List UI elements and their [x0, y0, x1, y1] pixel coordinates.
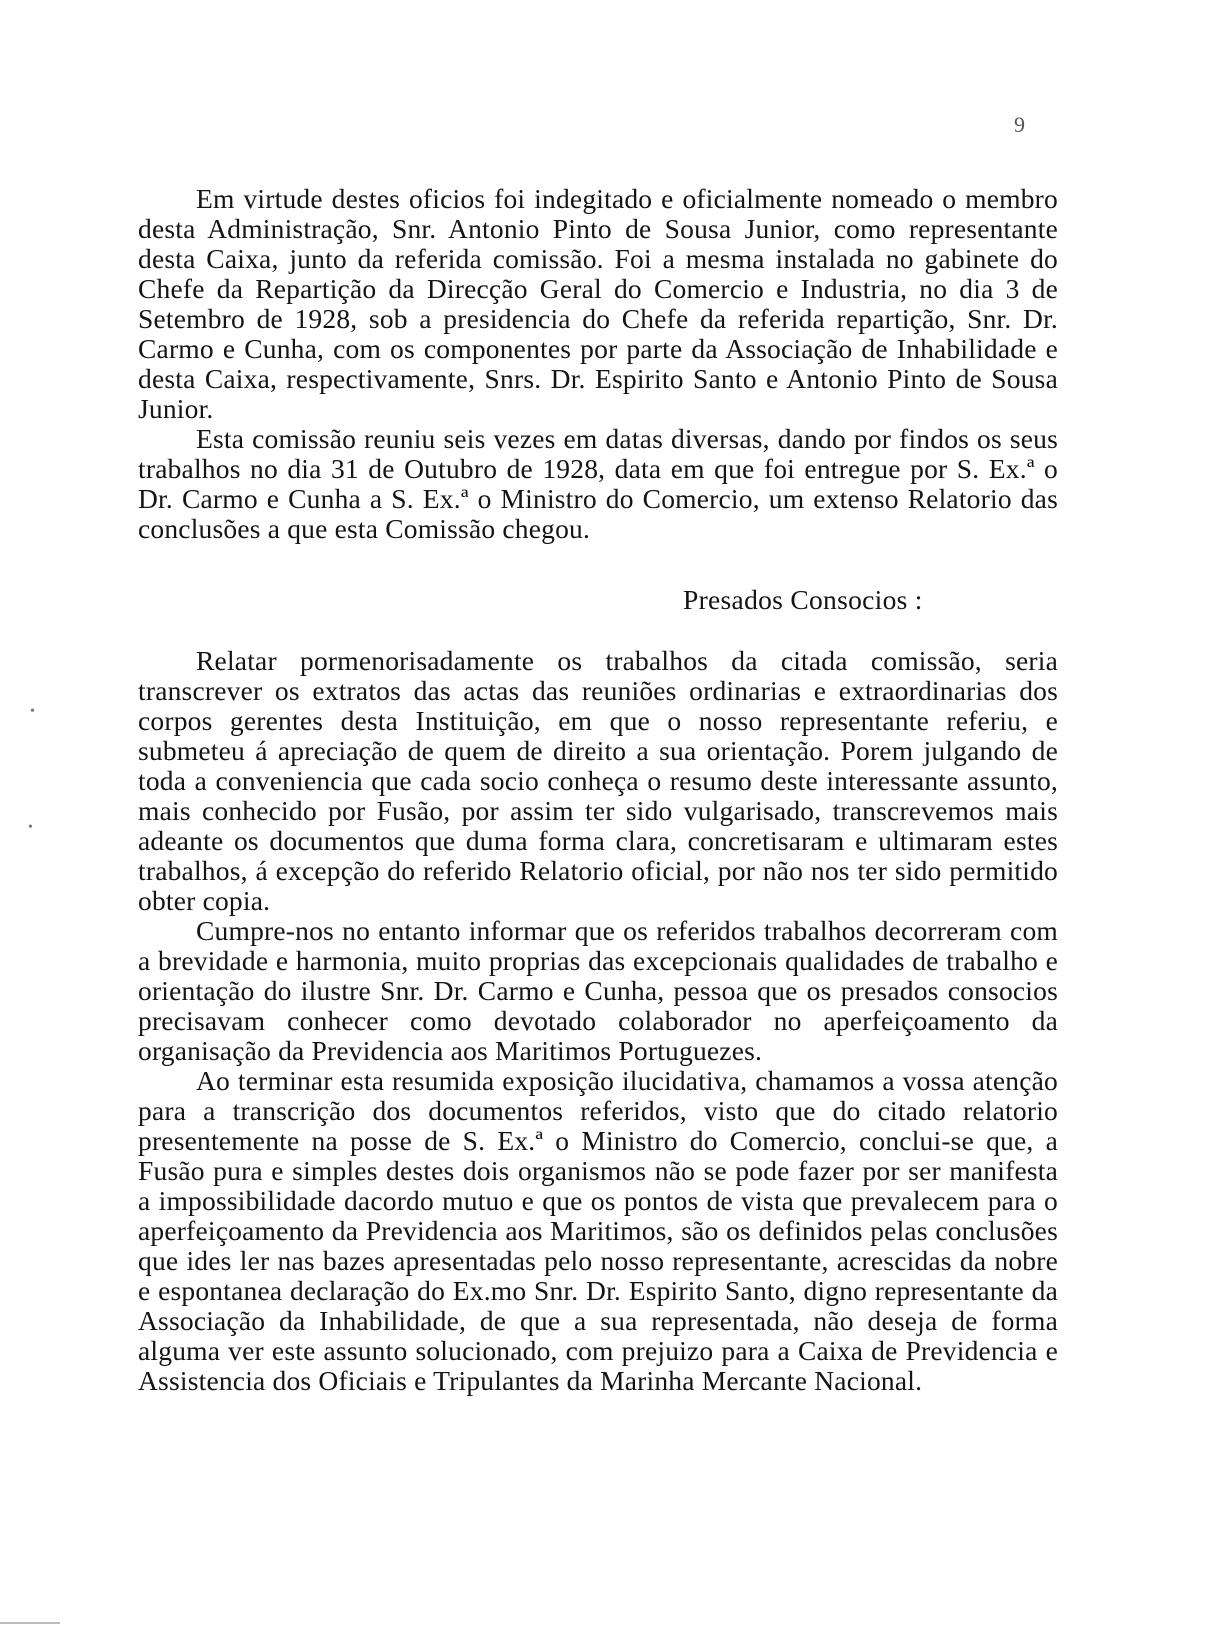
paragraph: Esta comissão reuniu seis vezes em datas diversas, dando por findos os seus trabalhos no dia 31 de Outubro de 1928, data em que foi entregue por S. Ex.ª o Dr. Carmo e Cunha a S. Ex.ª o Ministro do Comercio, um extenso Relatorio das conclusões a que esta Comissão chegou.: [138, 423, 1058, 544]
scan-speck: •: [30, 704, 35, 719]
paragraph: Ao terminar esta resumida exposição ilucidativa, chamamos a vossa atenção para a transcrição dos documentos referidos, visto que do citado relatorio presentemente na posse de S. Ex.ª o Ministro do Comercio, conclui-se que, a Fusão pura e simples destes dois organismos não se pode fazer por ser manifesta a impossibilidade dacordo mutuo e que os pontos de vista que prevalecem para o aperfeiçoamento da Previdencia aos Maritimos, são os definidos pelas conclusões que ides ler nas bazes apresentadas pelo nosso representante, acrescidas da nobre e espontanea declaração do Ex.mo Snr. Dr. Espirito Santo, digno representante da Associação da Inhabilidade, de que a sua representada, não deseja de forma alguma ver este assunto solucionado, com prejuizo para a Caixa de Previdencia e Assistencia dos Oficiais e Tripulantes da Marinha Mercante Nacional.: [138, 1065, 1058, 1396]
paragraph: Em virtude destes oficios foi indegitado e oficialmente nomeado o membro desta Administração, Snr. Antonio Pinto de Sousa Junior, como representante desta Caixa, junto da referida comissão. Foi a mesma instalada no gabinete do Chefe da Repartição da Direcção Geral do Comercio e Industria, no dia 3 de Setembro de 1928, sob a presidencia do Chefe da referida repartição, Snr. Dr. Carmo e Cunha, com os componentes por parte da Associação de Inhabilidade e desta Caixa, respectivamente, Snrs. Dr. Espirito Santo e Antonio Pinto de Sousa Junior.: [138, 183, 1058, 424]
paragraph: Cumpre-nos no entanto informar que os referidos trabalhos decorreram com a brevidade e harmonia, muito proprias das excepcionais qualidades de trabalho e orientação do ilustre Snr. Dr. Carmo e Cunha, pessoa que os presados consocios precisavam conhecer como devotado colaborador no aperfeiçoamento da organisação da Previdencia aos Maritimos Portuguezes.: [138, 915, 1058, 1066]
scan-speck: •: [28, 820, 33, 835]
body-text-block: [138, 646, 1058, 1396]
salutation: Presados Consocios :: [683, 584, 923, 615]
body-text-block: [138, 184, 1058, 544]
scan-edge-mark: [0, 1622, 60, 1624]
paragraph: Relatar pormenorisadamente os trabalhos da citada comissão, seria transcrever os extratos das actas das reuniões ordinarias e extraordinarias dos corpos gerentes desta Instituição, em que o nosso representante referiu, e submeteu á apreciação de quem de direito a sua orientação. Porem julgando de toda a conveniencia que cada socio conheça o resumo deste interessante assunto, mais conhecido por Fusão, por assim ter sido vulgarisado, transcrevemos mais adeante os documentos que duma forma clara, concretisaram e ultimaram estes trabalhos, á excepção do referido Relatorio oficial, por não nos ter sido permitido obter copia.: [138, 645, 1058, 916]
page-number: 9: [1014, 112, 1025, 137]
